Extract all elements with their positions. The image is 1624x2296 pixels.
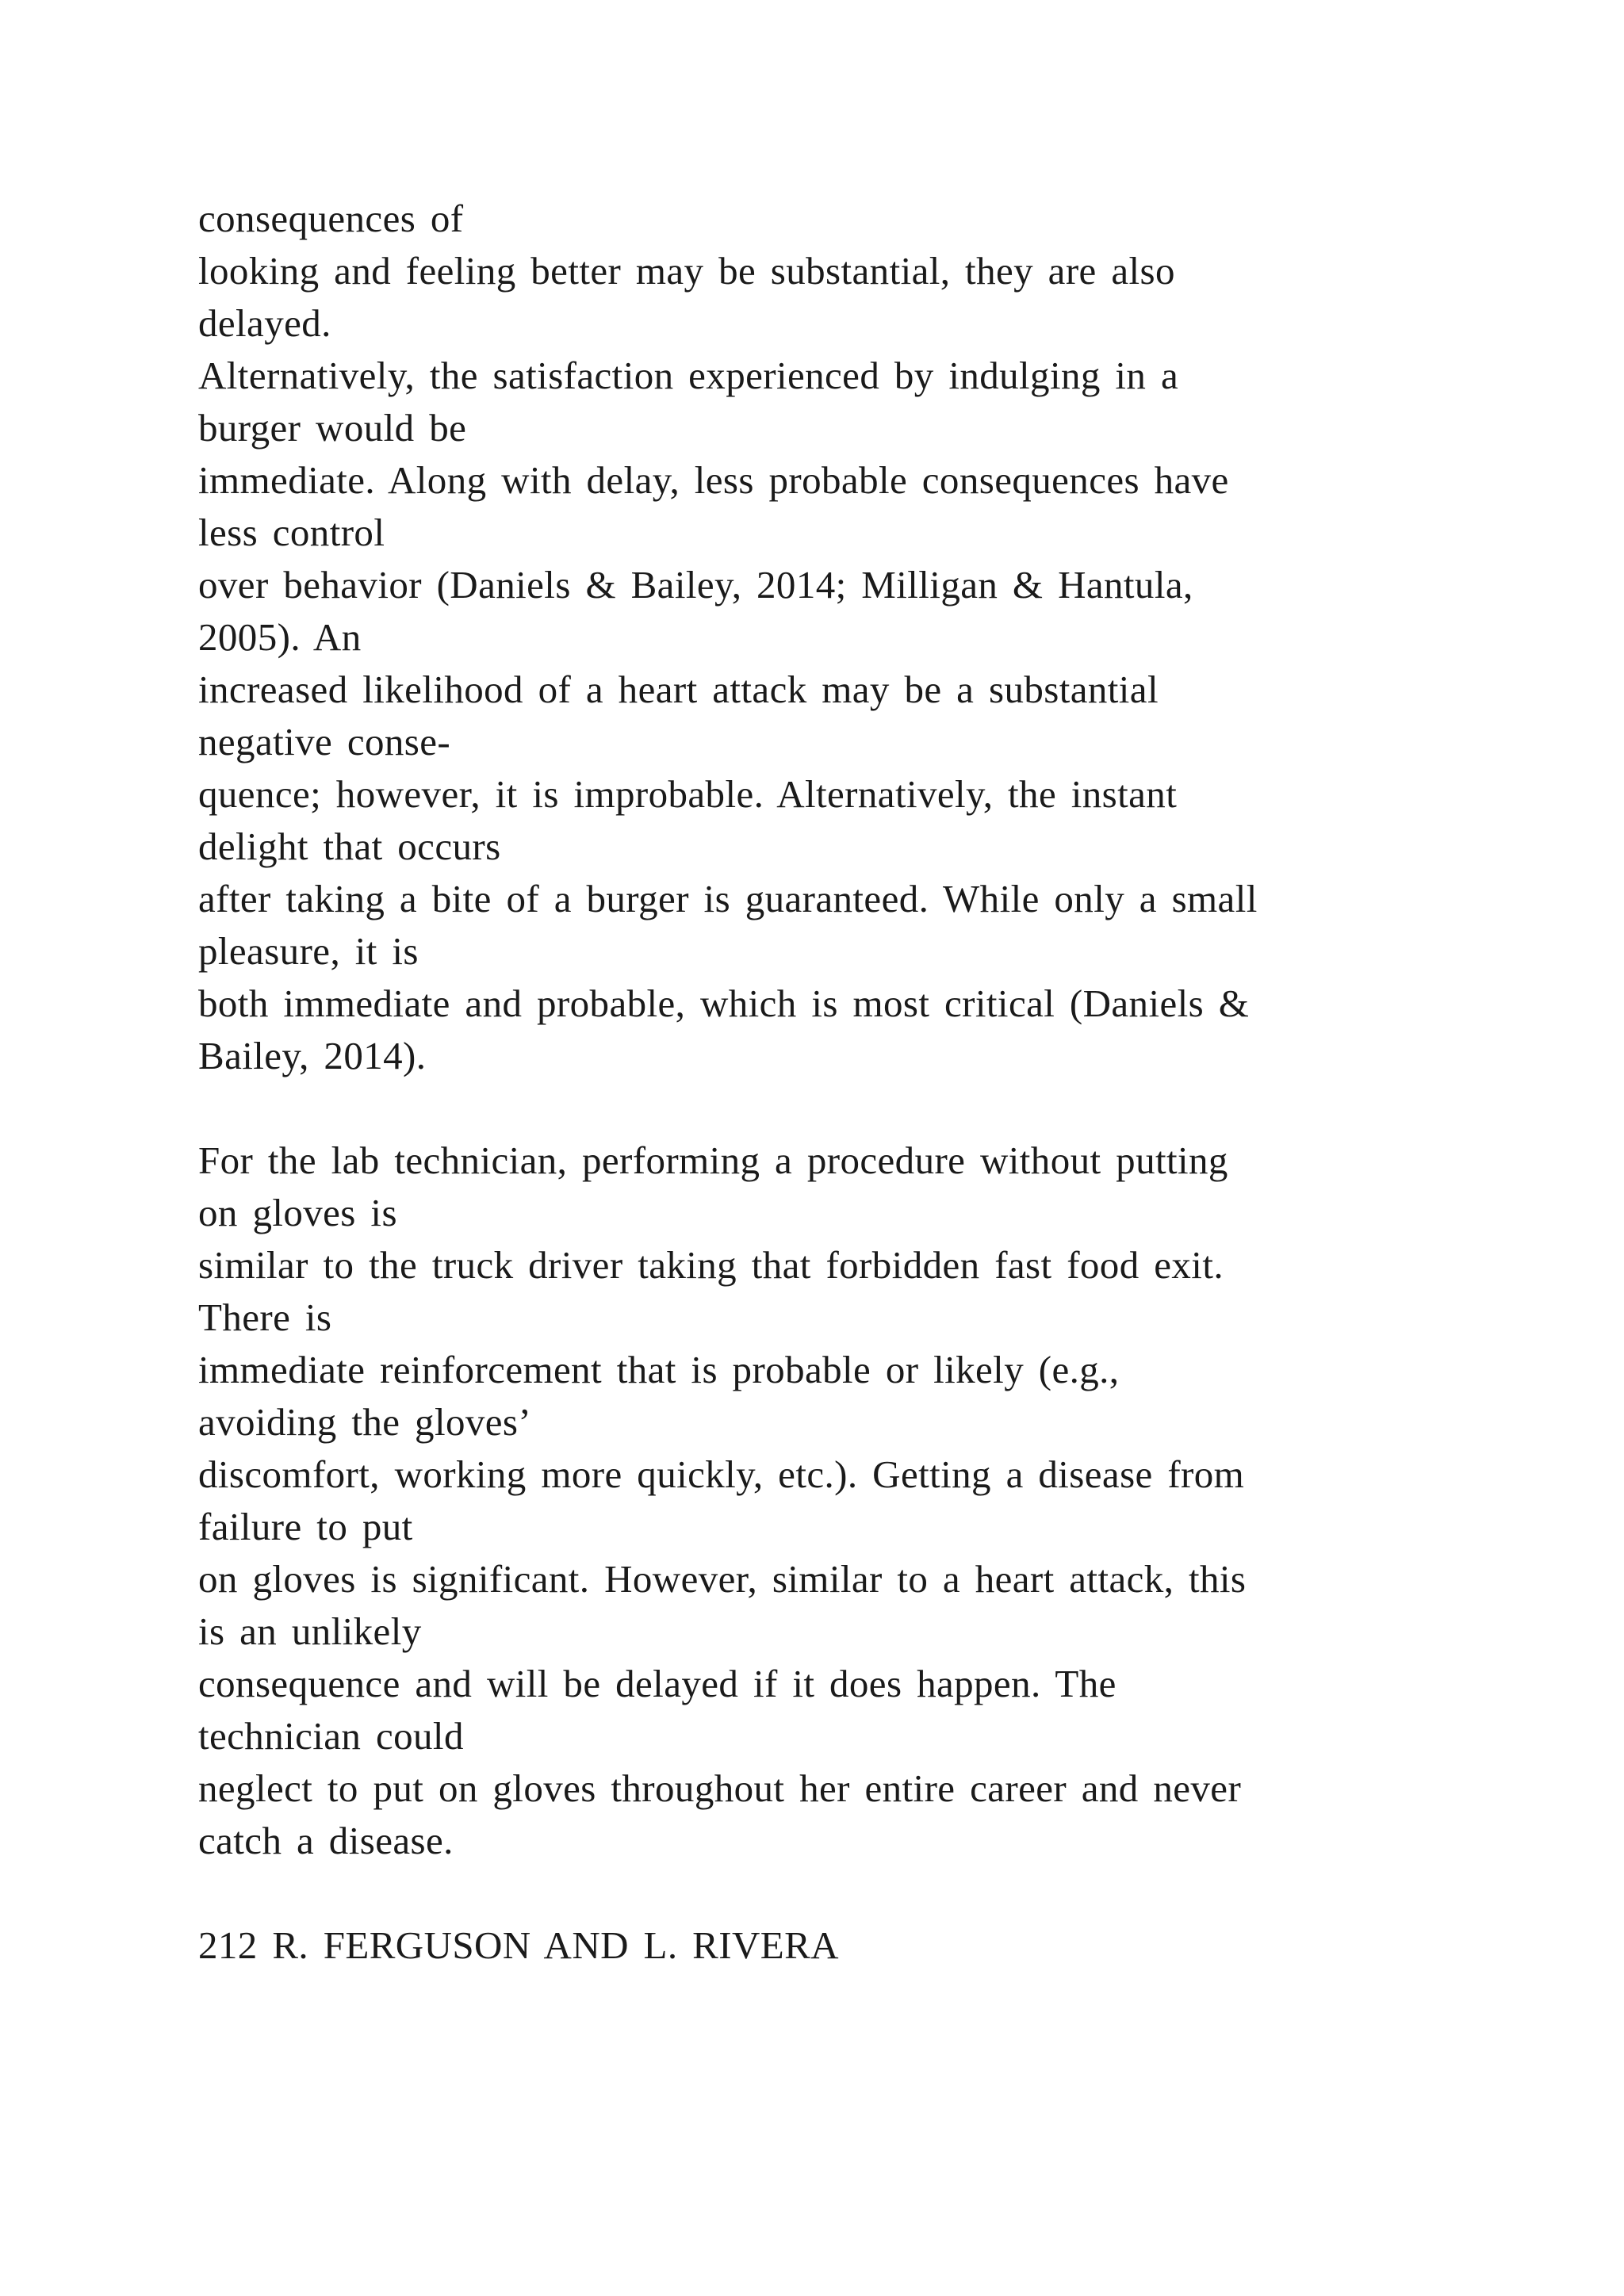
text-line: both immediate and probable, which is most critical (Daniels & bbox=[198, 982, 1250, 1025]
text-line: less control bbox=[198, 511, 385, 554]
text-line: negative conse- bbox=[198, 720, 451, 763]
paragraph-spacer bbox=[198, 1867, 1507, 1919]
text-line: technician could bbox=[198, 1714, 464, 1758]
text-line: immediate reinforcement that is probable or likely (e.g., bbox=[198, 1348, 1120, 1391]
text-line: failure to put bbox=[198, 1505, 413, 1548]
text-line: is an unlikely bbox=[198, 1609, 422, 1653]
text-line: increased likelihood of a heart attack may be a substantial bbox=[198, 668, 1159, 711]
text-line: consequence and will be delayed if it does happen. The bbox=[198, 1662, 1116, 1705]
text-line: neglect to put on gloves throughout her entire career and never bbox=[198, 1766, 1242, 1810]
text-line: There is bbox=[198, 1295, 332, 1339]
paragraph-spacer bbox=[198, 1082, 1507, 1135]
running-footer: 212 R. FERGUSON AND L. RIVERA bbox=[198, 1923, 839, 1967]
text-line: burger would be bbox=[198, 406, 467, 450]
text-line: Bailey, 2014). bbox=[198, 1034, 427, 1077]
text-line: on gloves is significant. However, similar to a heart attack, this bbox=[198, 1557, 1247, 1601]
text-line: avoiding the gloves’ bbox=[198, 1400, 532, 1444]
text-line: catch a disease. bbox=[198, 1819, 454, 1862]
paragraph-1 bbox=[198, 193, 1507, 1082]
paragraph-2 bbox=[198, 1135, 1507, 1867]
body-text bbox=[198, 193, 1507, 1972]
text-line: over behavior (Daniels & Bailey, 2014; Milligan & Hantula, bbox=[198, 563, 1193, 607]
text-line: delayed. bbox=[198, 301, 331, 345]
text-line: consequences of bbox=[198, 197, 464, 240]
text-line: Alternatively, the satisfaction experienced by indulging in a bbox=[198, 354, 1179, 397]
text-line: immediate. Along with delay, less probable consequences have bbox=[198, 458, 1229, 502]
text-line: after taking a bite of a burger is guaranteed. While only a small bbox=[198, 877, 1258, 920]
text-line: For the lab technician, performing a procedure without putting bbox=[198, 1138, 1228, 1182]
text-line: on gloves is bbox=[198, 1191, 397, 1234]
text-line: looking and feeling better may be substantial, they are also bbox=[198, 249, 1175, 293]
text-line: quence; however, it is improbable. Alternatively, the instant bbox=[198, 772, 1178, 816]
text-line: pleasure, it is bbox=[198, 929, 419, 973]
text-line: discomfort, working more quickly, etc.). Getting a disease from bbox=[198, 1452, 1245, 1496]
text-line: 2005). An bbox=[198, 615, 362, 659]
text-line: similar to the truck driver taking that forbidden fast food exit. bbox=[198, 1243, 1224, 1287]
text-line: delight that occurs bbox=[198, 825, 501, 868]
